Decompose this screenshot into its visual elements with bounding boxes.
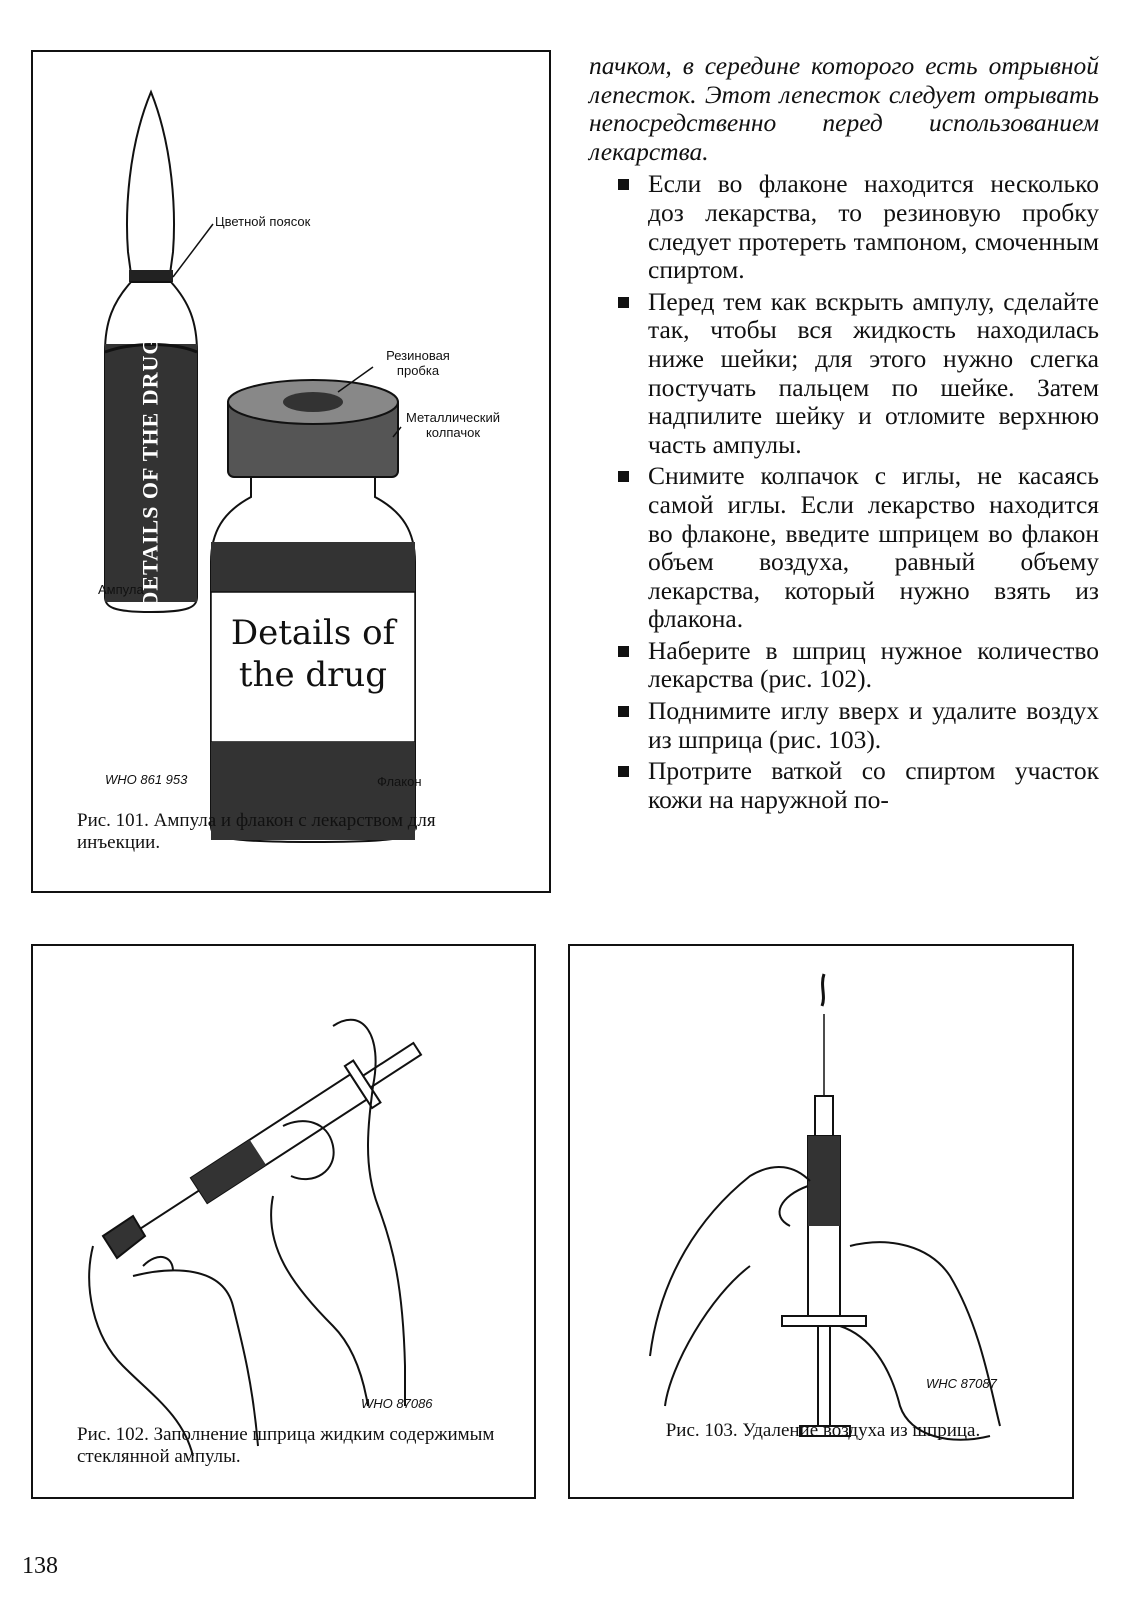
ampoule-and-vial-illustration [33, 52, 553, 895]
list-item: Наберите в шприц нужное количество лекарства (рис. 102). [648, 637, 1099, 694]
page-number: 138 [22, 1553, 58, 1579]
figure-103 [568, 944, 1074, 1499]
figure-103-code: WHC 87087 [926, 1376, 997, 1391]
ampoule-label: Ампула [98, 582, 144, 597]
figure-102-code: WHO 87086 [361, 1396, 433, 1411]
figure-102 [31, 944, 536, 1499]
figure-101 [31, 50, 551, 893]
vial-drug-label [211, 612, 415, 696]
removing-air-illustration [570, 946, 1076, 1501]
figure-101-caption: Рис. 101. Ампула и флакон с лекарством для инъекции. [77, 810, 436, 853]
bullet-icon [618, 297, 629, 308]
rubber-stopper-label: Резиновая пробка [386, 348, 450, 378]
figure-102-caption: Рис. 102. Заполнение шприца жидким содержимым стеклянной ампулы. [77, 1424, 495, 1467]
bullet-icon [618, 646, 629, 657]
vial-drawing [211, 380, 415, 842]
list-item: Протрите ваткой со спиртом участок кожи на наружной по- [648, 757, 1099, 814]
filling-syringe-illustration [33, 946, 538, 1501]
color-band-label: Цветной поясок [215, 214, 311, 229]
instruction-list [589, 170, 1099, 814]
intro-paragraph: пачком, в середине которого есть отрывной лепесток. Этот лепесток следует отрывать непосредственно перед использованием лекарства. [589, 51, 1099, 166]
syringe-drawing [110, 1028, 431, 1261]
bullet-icon [618, 179, 629, 190]
bullet-icon [618, 471, 629, 482]
vial-drug-label-line2: the drug [238, 655, 388, 695]
metal-cap-label: Металлический колпачок [406, 410, 500, 440]
list-item: Поднимите иглу вверх и удалите воздух из шприца (рис. 103). [648, 697, 1099, 754]
ampoule-drug-label: DETAILS OF THE DRUG [138, 336, 164, 608]
vial-label: Флакон [377, 774, 422, 789]
list-item: Если во флаконе находится несколько доз лекарства, то резиновую пробку следует протереть тампоном, смоченным спиртом. [648, 170, 1099, 284]
text-column [589, 52, 1099, 817]
list-item: Снимите колпачок с иглы, не касаясь самой иглы. Если лекарство находится во флаконе, введите шприцем во флакон объем воздуха, равный объему лекарства, который нужно взять из флакона. [648, 462, 1099, 634]
vial-drug-label-line1: Details of [230, 613, 396, 653]
figure-101-code: WHO 861 953 [105, 772, 188, 787]
syringe-drawing [782, 1096, 866, 1436]
bullet-icon [618, 766, 629, 777]
bullet-icon [618, 706, 629, 717]
figure-103-caption: Рис. 103. Удаление воздуха из шприца. [665, 1420, 981, 1441]
list-item: Перед тем как вскрыть ампулу, сделайте так, чтобы вся жидкость находилась ниже шейки; для этого нужно слегка постучать пальцем по шейке. Затем надпилите шейку и отломите верхнюю часть ампулы. [648, 288, 1099, 460]
